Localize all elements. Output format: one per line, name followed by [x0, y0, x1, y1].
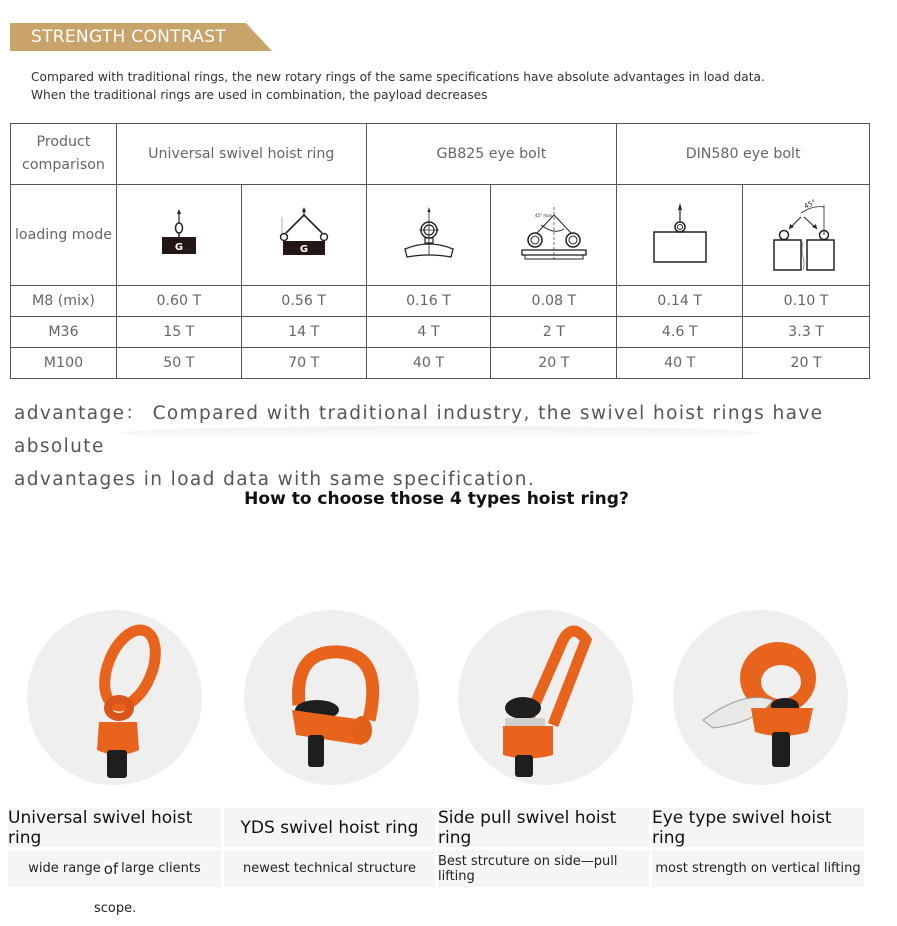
desc-of-word: of: [101, 860, 121, 878]
table-row: [11, 348, 870, 379]
svg-text:45° max: 45° max: [534, 213, 552, 218]
spec-cell: M8 (mix): [11, 286, 117, 317]
load-value-cell: 0.16 T: [366, 286, 491, 317]
din580-45deg-lift-icon: [771, 195, 841, 275]
table-header-row: [11, 124, 870, 185]
svg-text:G: G: [299, 244, 308, 255]
din580-vertical-lift-icon: [650, 200, 710, 270]
section-title: STRENGTH CONTRAST: [31, 27, 226, 47]
product-name: Universal swivel hoist ring: [8, 808, 221, 847]
loading-mode-cell: [241, 185, 366, 286]
load-value-cell: 3.3 T: [743, 317, 870, 348]
product-gallery: [0, 610, 897, 790]
loading-mode-cell: [617, 185, 743, 286]
double-eye-bolt-45deg-lift-icon: [519, 205, 589, 265]
product-name-row: [8, 808, 866, 847]
product-desc: Best strcuture on side—pull lifting: [438, 850, 649, 887]
loading-mode-cell: [366, 185, 491, 286]
load-value-cell: 0.14 T: [617, 286, 743, 317]
side-pull-swivel-hoist-ring-image: [458, 610, 633, 785]
desc-part-2: large clients: [121, 861, 201, 876]
load-value-cell: 20 T: [491, 348, 617, 379]
intro-line-1: Compared with traditional rings, the new rotary rings of the same specifications have absolute advantages in load data.: [31, 70, 765, 84]
load-value-cell: 0.10 T: [743, 286, 870, 317]
single-eye-bolt-lift-icon: [399, 205, 459, 265]
section-banner: [10, 23, 272, 51]
advantage-line-1: advantage： Compared with traditional industry, the swivel hoist rings have absolute: [14, 403, 824, 457]
product-desc: most strength on vertical lifting: [652, 850, 864, 887]
product-desc: [8, 850, 221, 887]
load-value-cell: 50 T: [116, 348, 241, 379]
yds-swivel-hoist-ring-image: [244, 610, 419, 785]
table-row: [11, 286, 870, 317]
product-summary-grid: [8, 808, 866, 887]
load-value-cell: 4 T: [366, 317, 491, 348]
svg-text:G: G: [174, 242, 183, 253]
desc-part-1: wide range: [28, 861, 101, 876]
corner-header: [11, 124, 117, 185]
product-desc-row: [8, 850, 866, 887]
single-vertical-lift-icon: [149, 205, 209, 265]
advantage-line-2: advantages in load data with same specification.: [14, 469, 536, 490]
table-row: [11, 317, 870, 348]
eye-type-swivel-hoist-ring-image: [673, 610, 848, 785]
load-value-cell: 2 T: [491, 317, 617, 348]
spec-cell: M36: [11, 317, 117, 348]
corner-label-line-2: comparison: [22, 157, 105, 173]
load-value-cell: 0.60 T: [116, 286, 241, 317]
load-value-cell: 4.6 T: [617, 317, 743, 348]
loading-mode-label: loading mode: [11, 185, 117, 286]
load-value-cell: 0.08 T: [491, 286, 617, 317]
choose-heading: How to choose those 4 types hoist ring?: [244, 489, 629, 509]
load-value-cell: 15 T: [116, 317, 241, 348]
intro-line-2: When the traditional rings are used in combination, the payload decreases: [31, 88, 488, 102]
product-name: YDS swivel hoist ring: [224, 808, 435, 847]
load-value-cell: 40 T: [617, 348, 743, 379]
loading-mode-cell: [116, 185, 241, 286]
corner-label-line-1: Product: [36, 134, 91, 150]
svg-text:45°: 45°: [802, 198, 818, 211]
group-header-din580: DIN580 eye bolt: [617, 124, 870, 185]
strength-comparison-table: [10, 123, 870, 379]
group-header-universal: Universal swivel hoist ring: [116, 124, 366, 185]
loading-mode-row: [11, 185, 870, 286]
loading-mode-cell: [491, 185, 617, 286]
two-leg-sling-lift-icon: [274, 205, 334, 265]
desc-overflow-text: scope.: [94, 901, 137, 916]
group-header-gb825: GB825 eye bolt: [366, 124, 617, 185]
product-desc: newest technical structure: [224, 850, 435, 887]
loading-mode-cell: [743, 185, 870, 286]
spec-cell: M100: [11, 348, 117, 379]
universal-swivel-hoist-ring-image: [27, 610, 202, 785]
advantage-statement: [14, 397, 894, 496]
product-name: Side pull swivel hoist ring: [438, 808, 649, 847]
product-name: Eye type swivel hoist ring: [652, 808, 864, 847]
load-value-cell: 40 T: [366, 348, 491, 379]
load-value-cell: 0.56 T: [241, 286, 366, 317]
load-value-cell: 70 T: [241, 348, 366, 379]
load-value-cell: 14 T: [241, 317, 366, 348]
intro-text: [31, 68, 765, 104]
load-value-cell: 20 T: [743, 348, 870, 379]
